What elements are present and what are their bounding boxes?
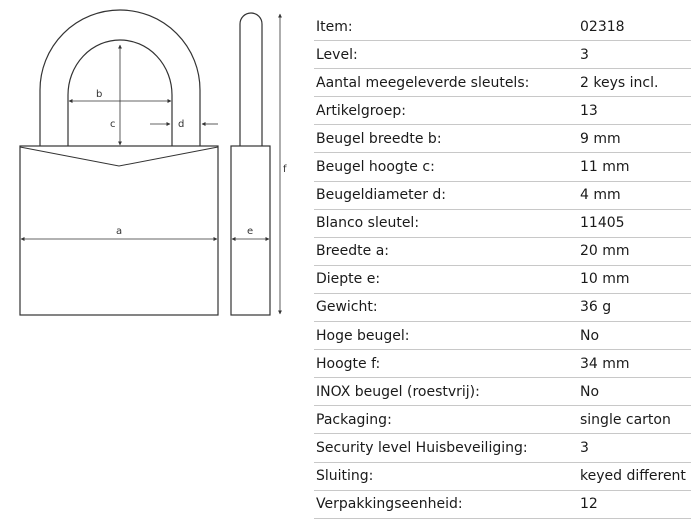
dimension-a-label: a: [116, 226, 123, 237]
spec-label: Blanco sleutel:: [316, 215, 420, 232]
spec-label: Security level Huisbeveiliging:: [316, 439, 528, 456]
spec-label: Hoogte f:: [316, 355, 381, 372]
specifications-table: [314, 13, 691, 519]
spec-value: 34 mm: [580, 355, 630, 372]
spec-row: [314, 491, 691, 519]
spec-label: Level:: [316, 46, 358, 63]
dimension-d-label: d: [178, 119, 185, 130]
spec-label: Packaging:: [316, 411, 392, 428]
spec-value: 11 mm: [580, 159, 630, 176]
spec-value: single carton: [580, 411, 671, 428]
spec-label: Sluiting:: [316, 468, 374, 485]
spec-value: 2 keys incl.: [580, 74, 659, 91]
spec-row: [314, 153, 691, 181]
spec-value: 3: [580, 46, 589, 63]
padlock-dimension-diagram: [0, 0, 300, 340]
dimension-b-label: b: [96, 89, 103, 100]
spec-row: [314, 41, 691, 69]
spec-label: INOX beugel (roestvrij):: [316, 383, 480, 400]
spec-value: No: [580, 383, 600, 400]
spec-row: [314, 350, 691, 378]
spec-row: [314, 97, 691, 125]
spec-row: [314, 13, 691, 41]
shackle-side: [240, 13, 262, 146]
spec-value: 4 mm: [580, 187, 621, 204]
spec-value: 36 g: [580, 299, 612, 316]
spec-value: No: [580, 327, 600, 344]
spec-row: [314, 266, 691, 294]
spec-label: Breedte a:: [316, 243, 390, 260]
dimension-c-label: c: [110, 119, 116, 130]
spec-row: [314, 238, 691, 266]
spec-row: [314, 69, 691, 97]
spec-label: Hoge beugel:: [316, 327, 410, 344]
spec-label: Item:: [316, 18, 353, 35]
spec-label: Gewicht:: [316, 299, 378, 316]
spec-row: [314, 294, 691, 322]
spec-row: [314, 434, 691, 462]
spec-label: Artikelgroep:: [316, 102, 406, 119]
spec-label: Verpakkingseenheid:: [316, 496, 463, 513]
spec-row: [314, 210, 691, 238]
spec-row: [314, 125, 691, 153]
spec-row: [314, 322, 691, 350]
spec-row: [314, 463, 691, 491]
spec-label: Beugel breedte b:: [316, 130, 442, 147]
spec-value: 10 mm: [580, 271, 630, 288]
dimension-e-label: e: [247, 226, 254, 237]
spec-value: 3: [580, 439, 589, 456]
spec-label: Beugel hoogte c:: [316, 159, 435, 176]
dimension-f-label: f: [283, 164, 287, 175]
spec-value: keyed different: [580, 468, 686, 485]
spec-value: 11405: [580, 215, 625, 232]
spec-value: 13: [580, 102, 598, 119]
spec-label: Diepte e:: [316, 271, 381, 288]
spec-label: Aantal meegeleverde sleutels:: [316, 74, 530, 91]
spec-label: Beugeldiameter d:: [316, 187, 446, 204]
spec-row: [314, 406, 691, 434]
spec-value: 12: [580, 496, 598, 513]
spec-value: 02318: [580, 18, 625, 35]
spec-row: [314, 378, 691, 406]
spec-value: 9 mm: [580, 130, 621, 147]
spec-row: [314, 182, 691, 210]
spec-value: 20 mm: [580, 243, 630, 260]
body-chevron: [20, 147, 218, 166]
